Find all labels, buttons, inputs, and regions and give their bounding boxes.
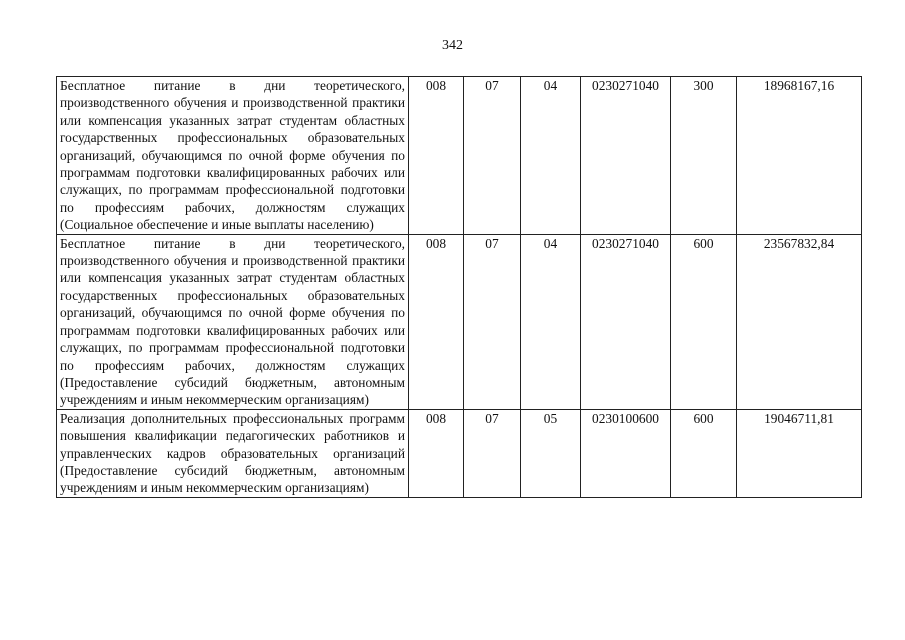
expense-type-code: 300 [671,77,737,235]
table-row [57,77,862,235]
row-description: Реализация дополнительных профессиональных программ повышения квалификации педагогических работников и управленческих кадров образовательных организаций (Предоставление субсидий бюджетным, автономным учреждениям и иным некоммерческим организациям) [57,409,409,497]
amount: 23567832,84 [737,234,862,409]
row-description: Бесплатное питание в дни теоретического, производственного обучения и производственной практики или компенсация указанных затрат студентам областных государственных профессиональных образовательных организаций, обучающимся по очной форме обучения по программам подготовки квалифицированных рабочих или служащих, по программам профессиональной подготовки по профессиям рабочих, должностям служащих (Предоставление субсидий бюджетным, автономным учреждениям и иным некоммерческим организациям) [57,234,409,409]
ministry-code: 008 [409,77,464,235]
subsection-code: 04 [521,234,581,409]
ministry-code: 008 [409,409,464,497]
target-article-code: 0230271040 [581,77,671,235]
section-code: 07 [464,234,521,409]
target-article-code: 0230271040 [581,234,671,409]
page-number: 342 [442,38,463,53]
target-article-code: 0230100600 [581,409,671,497]
amount: 19046711,81 [737,409,862,497]
row-description: Бесплатное питание в дни теоретического, производственного обучения и производственной практики или компенсация указанных затрат студентам областных государственных профессиональных образовательных организаций, обучающимся по очной форме обучения по программам подготовки квалифицированных рабочих или служащих, по программам профессиональной подготовки по профессиям рабочих, должностям служащих (Социальное обеспечение и иные выплаты населению) [57,77,409,235]
expense-type-code: 600 [671,234,737,409]
budget-table [56,76,862,498]
table-row [57,409,862,497]
table-row [57,234,862,409]
subsection-code: 04 [521,77,581,235]
section-code: 07 [464,77,521,235]
expense-type-code: 600 [671,409,737,497]
ministry-code: 008 [409,234,464,409]
section-code: 07 [464,409,521,497]
amount: 18968167,16 [737,77,862,235]
subsection-code: 05 [521,409,581,497]
